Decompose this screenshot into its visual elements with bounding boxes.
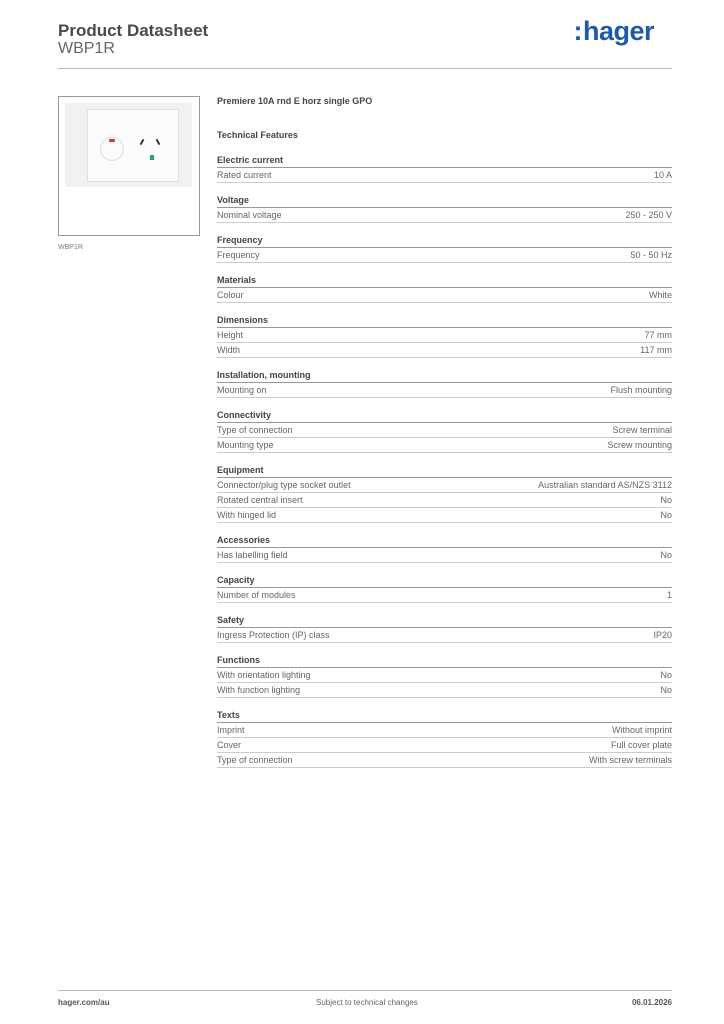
spec-label: Type of connection — [217, 755, 293, 765]
image-caption: WBP1R — [58, 244, 83, 251]
spec-label: Height — [217, 330, 244, 340]
spec-value: Flush mounting — [610, 385, 672, 395]
header-divider — [58, 68, 672, 69]
section-heading: Voltage — [217, 195, 672, 208]
section-heading: Materials — [217, 275, 672, 288]
spec-row — [217, 683, 672, 698]
spec-value: Without imprint — [611, 725, 672, 735]
footer-divider — [58, 990, 672, 991]
spec-value: No — [660, 670, 672, 680]
spec-label: Rated current — [217, 170, 272, 180]
spec-label: Connector/plug type socket outlet — [217, 480, 351, 490]
spec-label: With orientation lighting — [217, 670, 311, 680]
spec-value: 77 mm — [644, 330, 672, 340]
logo-text: hager — [582, 16, 654, 46]
spec-label: Colour — [217, 290, 244, 300]
spec-label: Cover — [217, 740, 242, 750]
product-image — [58, 96, 200, 236]
spec-content — [217, 96, 672, 768]
spec-value: No — [660, 510, 672, 520]
spec-label: Type of connection — [217, 425, 293, 435]
spec-row — [217, 343, 672, 358]
spec-row — [217, 588, 672, 603]
technical-features-heading: Technical Features — [217, 130, 298, 140]
section-heading: Connectivity — [217, 410, 672, 423]
section-heading: Texts — [217, 710, 672, 723]
spec-row — [217, 423, 672, 438]
spec-row — [217, 383, 672, 398]
section-heading: Installation, mounting — [217, 370, 672, 383]
spec-value: Australian standard AS/NZS 3112 — [538, 480, 672, 490]
section-heading: Frequency — [217, 235, 672, 248]
spec-value: 50 - 50 Hz — [630, 250, 672, 260]
spec-value: 117 mm — [640, 345, 672, 355]
spec-value: Screw mounting — [607, 440, 672, 450]
spec-label: Mounting on — [217, 385, 267, 395]
spec-label: Ingress Protection (IP) class — [217, 630, 330, 640]
socket-earth-icon — [150, 155, 154, 160]
spec-label: Rotated central insert — [217, 495, 303, 505]
spec-value: No — [660, 685, 672, 695]
spec-value: 250 - 250 V — [625, 210, 672, 220]
section-heading: Accessories — [217, 535, 672, 548]
footer-website[interactable]: hager.com/au — [58, 998, 110, 1007]
spec-row — [217, 668, 672, 683]
product-name: Premiere 10A rnd E horz single GPO — [217, 96, 373, 106]
spec-row — [217, 738, 672, 753]
spec-section — [217, 370, 672, 398]
section-heading: Functions — [217, 655, 672, 668]
product-code: WBP1R — [58, 40, 115, 57]
spec-row — [217, 478, 672, 493]
spec-section — [217, 155, 672, 183]
spec-label: Has labelling field — [217, 550, 288, 560]
spec-row — [217, 248, 672, 263]
spec-row — [217, 438, 672, 453]
indicator-led-icon — [109, 139, 115, 142]
spec-section — [217, 195, 672, 223]
spec-section — [217, 410, 672, 453]
spec-label: Width — [217, 345, 241, 355]
spec-row — [217, 723, 672, 738]
spec-value: Full cover plate — [610, 740, 672, 750]
spec-row — [217, 168, 672, 183]
switch-plate — [65, 103, 192, 187]
hager-logo: :hager — [573, 16, 654, 46]
spec-row — [217, 548, 672, 563]
spec-sections — [217, 155, 672, 768]
section-heading: Dimensions — [217, 315, 672, 328]
spec-section — [217, 575, 672, 603]
spec-section — [217, 465, 672, 523]
spec-value: Screw terminal — [612, 425, 672, 435]
spec-section — [217, 615, 672, 643]
spec-value: With screw terminals — [588, 755, 672, 765]
section-heading: Equipment — [217, 465, 672, 478]
spec-row — [217, 208, 672, 223]
spec-label: With hinged lid — [217, 510, 277, 520]
spec-row — [217, 628, 672, 643]
section-heading: Electric current — [217, 155, 672, 168]
spec-label: Frequency — [217, 250, 260, 260]
spec-label: Nominal voltage — [217, 210, 282, 220]
spec-section — [217, 655, 672, 698]
spec-label: Imprint — [217, 725, 245, 735]
spec-label: With function lighting — [217, 685, 301, 695]
spec-value: No — [660, 495, 672, 505]
spec-row — [217, 493, 672, 508]
spec-section — [217, 235, 672, 263]
spec-section — [217, 535, 672, 563]
footer-note: Subject to technical changes — [316, 998, 418, 1007]
spec-value: White — [648, 290, 672, 300]
spec-section — [217, 710, 672, 768]
spec-row — [217, 508, 672, 523]
section-heading: Safety — [217, 615, 672, 628]
spec-label: Mounting type — [217, 440, 274, 450]
spec-value: 10 A — [653, 170, 672, 180]
spec-label: Number of modules — [217, 590, 296, 600]
spec-section — [217, 315, 672, 358]
spec-row — [217, 753, 672, 768]
spec-value: 1 — [666, 590, 672, 600]
spec-row — [217, 328, 672, 343]
section-heading: Capacity — [217, 575, 672, 588]
spec-value: No — [660, 550, 672, 560]
page-title: Product Datasheet — [58, 21, 209, 40]
spec-value: IP20 — [653, 630, 672, 640]
footer-date: 06.01.2026 — [631, 998, 672, 1007]
spec-row — [217, 288, 672, 303]
spec-section — [217, 275, 672, 303]
